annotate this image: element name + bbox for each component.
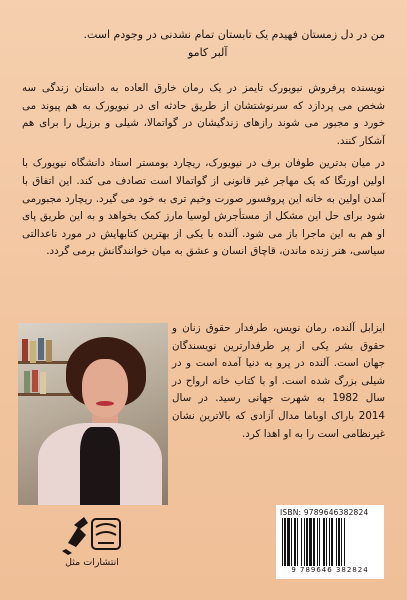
blurb-paragraph-1: نویسنده پرفروش نیویورک تایمز در یک رمان خارق العاده به داستان زندگی سه شخص می پردازد که سرنوشتشان از طریق حادثه ای در نیویورک به هم پیوند می خورد و مجبور می شوند رازهای زندگیشان در گواتمالا، شیلی و برزیل را برای هم آشکار کنند. (22, 82, 385, 147)
blurb-paragraph-2: در میان بدترین طوفان برف در نیویورک، ریچارد بومستر استاد دانشگاه نیویورک با اولین اورتگا که یک مهاجر غیر قانونی از گواتمالا است تصادف می کند. این اتفاق با آمدن اولین به خانه این پروفسور صورت وخیم تری به خود می گیرد. ریچارد مجبورمی شود برای حل این مشکل از مستأجرش لوسیا مارز کمک بخواهد و به این طریق پای او هم به این ماجرا باز می شود. آلنده با یکی از بهترین کتابهایش در مورد ناعدالتی سیاسی، هنر زنده ماندن، قاچاق انسان و عشق به میان خوانندگانش برمی گردد. (22, 157, 385, 258)
publisher-name: انتشارات مثل (65, 557, 119, 568)
epigraph (28, 26, 385, 62)
book-blurb (22, 80, 385, 266)
author-photo (18, 323, 168, 505)
isbn-number: ISBN: 9789646382824 (280, 508, 369, 517)
publisher-block (52, 513, 132, 568)
epigraph-author: آلبر کامو (188, 46, 228, 59)
author-bio: ایزابل آلنده، رمان نویس، طرفدار حقوق زنان و حقوق بشر یکی از پر طرفدارترین نویسندگان جهان است. آلنده در پرو به دنیا آمده است و در شیلی بزرگ شده است. او با کتاب خانه ارواح در سال 1982 به شهرت جهانی رسید. در سال 2014 باراک اوباما مدال آزادی که بالاترین نشان غیرنظامی است را به او اهدا کرد. (172, 322, 385, 440)
barcode-digits: 9 789646 382824 (291, 566, 369, 574)
publisher-logo (58, 513, 126, 557)
barcode-bars (280, 518, 380, 566)
epigraph-quote: من در دل زمستان فهیدم یک تابستان تمام نشدنی در وجودم است. (83, 28, 385, 41)
isbn-barcode (276, 505, 384, 579)
